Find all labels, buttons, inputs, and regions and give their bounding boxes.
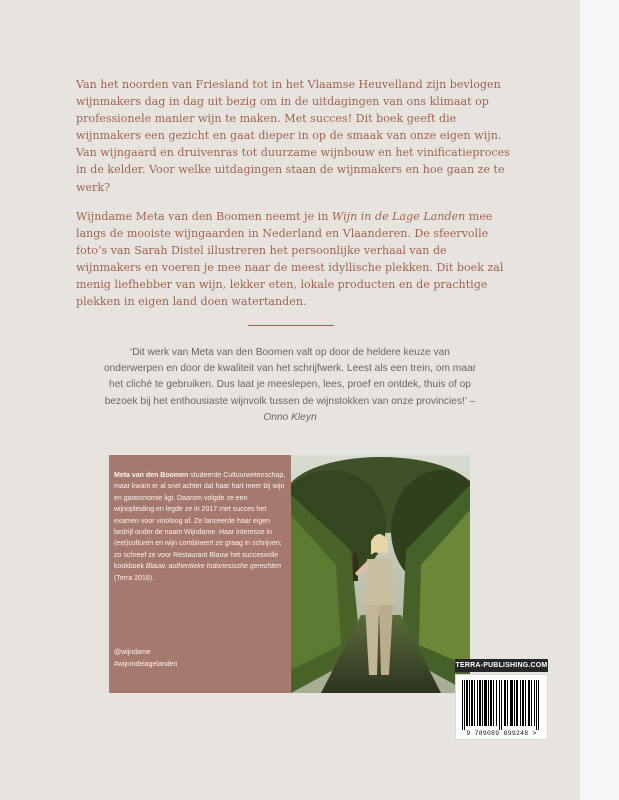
social-handles — [114, 647, 284, 671]
vineyard-photo-illustration — [291, 455, 470, 693]
description-paragraph-2 — [76, 208, 512, 311]
author-bio-text — [114, 470, 288, 584]
review-quote — [100, 345, 480, 426]
bio-text-1: studeerde Cultuurwetenschap, maar kwam er al snel achter dat haar hart meer bij wijn en gastronomie ligt. Daarom volgde ze een wijnopleiding en legde ze in 2017 met succes het examen voor vinoloog af. Ze lanceerde haar eigen bedrijf onder de naam Wijndame. Haar interesse in (eet)culturen en wijn combineert ze graag in schrijven; zo schreef ze voor Restaurant Blauw het succesvolle kookboek — [114, 472, 286, 571]
description-text-1: Van het noorden van Friesland tot in het Vlaamse Heuvelland zijn bevlogen wijnmakers dag in dag uit bezig om in de uitdagingen van ons klimaat op professionele manier wijn te maken. Met succes! Dit boek geeft die wijnmakers een gezicht en gaat dieper in op de smaak van onze eigen wijn. Van wijngaard en druivenras tot duurzame wijnbouw en het vinificatieproces in de kelder. Voor welke uitdagingen staan de wijnmakers en hoe gaan ze te werk? — [76, 78, 510, 194]
hashtag: #wijnindelagelanden — [114, 661, 178, 668]
description-paragraph-1 — [76, 76, 512, 196]
bio-book-title: Blauw, authentieke Indonesische gerechten — [145, 563, 281, 571]
bio-text-2: (Terra 2018). — [114, 574, 155, 582]
description-text-2b: mee langs de mooiste wijngaarden in Nederland en Vlaanderen. De sfeervolle foto’s van Sarah Distel illustreren het persoonlijke verhaal van de wijnmakers en voeren je mee naar de meest idyllische plekken. Dit boek zal menig liefhebber van wijn, lekker eten, lokale producten en de prachtige plekken in eigen land doen watertanden. — [76, 210, 504, 309]
quote-author: Onno Kleyn — [263, 411, 317, 423]
author-name: Meta van den Boomen — [114, 472, 189, 479]
instagram-handle: @wijndame — [114, 649, 151, 656]
description-text-2a: Wijndame Meta van den Boomen neemt je in — [76, 210, 332, 223]
author-photo — [291, 455, 470, 693]
book-title-italic: Wijn in de Lage Landen — [331, 210, 466, 223]
isbn-barcode — [455, 674, 548, 740]
isbn-number: 9 789089 899248 > — [466, 730, 537, 737]
section-divider — [248, 325, 334, 326]
cover-edge — [580, 0, 619, 800]
publisher-label: TERRA-PUBLISHING.COM — [455, 659, 548, 672]
quote-text: ‘Dit werk van Meta van den Boomen valt op door de heldere keuze van onderwerpen en door de kwaliteit van het schrijfwerk. Leest als een trein, om maar het cliché te gebruiken. Dus laat je meeslepen, lees, proef en ontdek, thuis of op bezoek bij het enthousiaste wijnvolk tussen de wijnstokken van onze provincies!’ – — [103, 347, 477, 407]
